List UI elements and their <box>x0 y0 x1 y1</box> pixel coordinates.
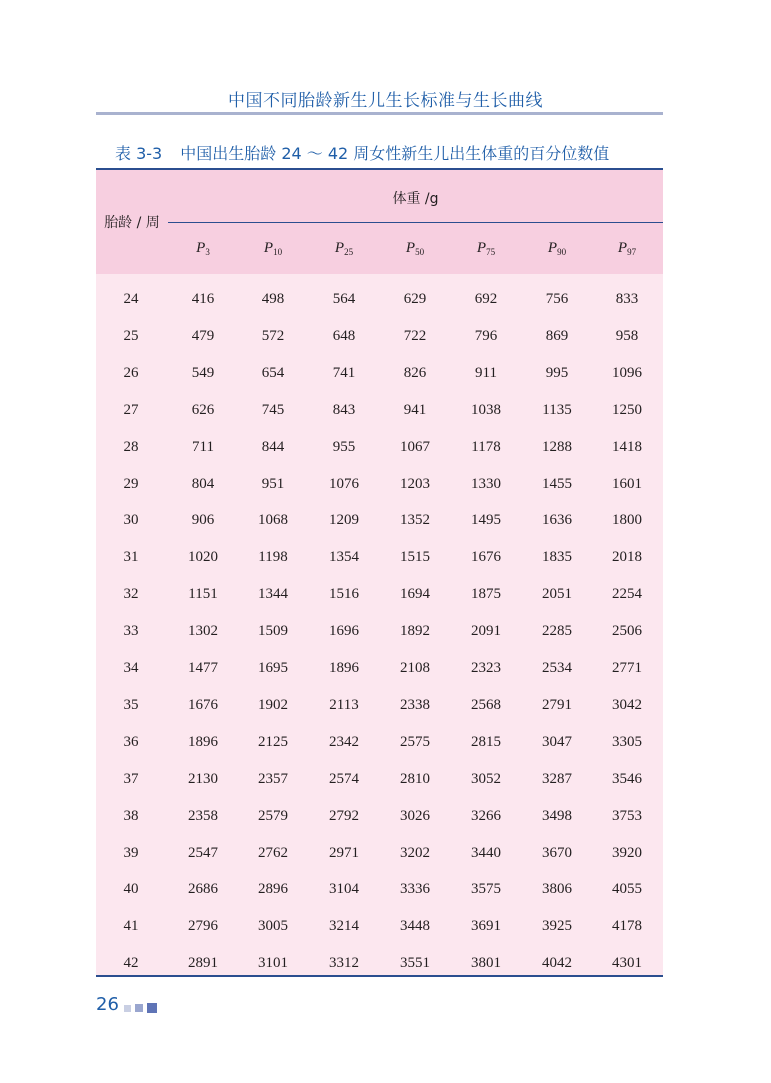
weight-cell: 1694 <box>400 586 430 603</box>
table-row <box>96 356 663 393</box>
gestational-age-cell: 30 <box>123 512 139 529</box>
table-body <box>96 274 663 977</box>
table-row <box>96 909 663 946</box>
weight-cell: 1835 <box>542 549 572 566</box>
table-row <box>96 282 663 319</box>
percentile-header: $P_3$ <box>196 240 210 257</box>
weight-cell: 1250 <box>612 401 642 418</box>
table-title: 中国出生胎龄 24 ～ 42 周女性新生儿出生体重的百分位数值 <box>180 144 610 163</box>
weight-cell: 1135 <box>542 401 572 418</box>
gestational-age-cell: 27 <box>123 401 139 418</box>
weight-cell: 2018 <box>612 549 642 566</box>
weight-cell: 1896 <box>188 733 218 750</box>
weight-cell: 1875 <box>471 586 501 603</box>
table-row <box>96 725 663 762</box>
weight-cell: 3551 <box>400 955 430 972</box>
table-row <box>96 614 663 651</box>
weight-cell: 1800 <box>612 512 642 529</box>
weight-cell: 4055 <box>612 881 642 898</box>
weight-cell: 2575 <box>400 733 430 750</box>
weight-cell: 3005 <box>258 918 288 935</box>
weight-cell: 3305 <box>612 733 642 750</box>
weight-cell: 1354 <box>329 549 359 566</box>
weight-cell: 2130 <box>188 770 218 787</box>
weight-cell: 3440 <box>471 844 501 861</box>
gestational-age-cell: 34 <box>123 660 139 676</box>
gestational-age-cell: 41 <box>123 918 139 935</box>
weight-cell: 3753 <box>612 807 642 824</box>
weight-cell: 2547 <box>188 844 218 861</box>
weight-cell: 3042 <box>612 696 642 713</box>
weight-cell: 833 <box>615 291 639 307</box>
table-row <box>96 836 663 873</box>
weight-cell: 2342 <box>329 733 359 750</box>
weight-cell: 3266 <box>471 807 501 824</box>
weight-cell: 629 <box>403 291 427 307</box>
weight-cell: 2254 <box>612 586 642 603</box>
weight-cell: 1068 <box>258 512 288 529</box>
weight-cell: 416 <box>191 291 215 307</box>
weight-cell: 804 <box>191 475 215 492</box>
weight-cell: 1455 <box>542 475 572 492</box>
table-header <box>96 168 663 274</box>
weight-cell: 654 <box>261 364 285 381</box>
weight-cell: 951 <box>261 475 285 492</box>
gestational-age-cell: 42 <box>123 955 139 972</box>
weight-cell: 722 <box>403 327 427 344</box>
weight-cell: 2896 <box>258 881 288 898</box>
weight-cell: 1495 <box>471 512 501 529</box>
percentile-header: $P_{75}$ <box>476 240 496 257</box>
weight-cell: 2762 <box>258 844 288 861</box>
weight-cell: 3047 <box>542 733 572 750</box>
running-head-rule <box>96 112 663 115</box>
weight-cell: 1676 <box>188 696 218 713</box>
weight-cell: 995 <box>545 364 569 381</box>
percentile-header: $P_{50}$ <box>405 240 425 257</box>
footer-square-medium <box>135 1004 143 1012</box>
table-row <box>96 762 663 799</box>
table-row <box>96 467 663 504</box>
weight-cell: 1067 <box>400 438 430 455</box>
weight-cell: 1601 <box>612 475 642 492</box>
weight-cell: 2579 <box>258 807 288 824</box>
weight-cell: 2108 <box>400 660 430 676</box>
gestational-age-cell: 25 <box>123 327 139 344</box>
weight-cell: 2091 <box>471 623 501 640</box>
weight-cell: 3052 <box>471 770 501 787</box>
weight-cell: 2125 <box>258 733 288 750</box>
weight-cell: 2113 <box>329 696 359 713</box>
weight-cell: 869 <box>545 327 569 344</box>
weight-cell: 572 <box>261 327 285 344</box>
weight-cell: 1302 <box>188 623 218 640</box>
weight-cell: 3312 <box>329 955 359 972</box>
table-caption <box>115 141 675 164</box>
weight-cell: 843 <box>332 401 356 418</box>
weight-cell: 3691 <box>471 918 501 935</box>
weight-cell: 3920 <box>612 844 642 861</box>
weight-cell: 3026 <box>400 807 430 824</box>
weight-cell: 2051 <box>542 586 572 603</box>
weight-cell: 1636 <box>542 512 572 529</box>
weight-cell: 2971 <box>329 844 359 861</box>
weight-cell: 911 <box>475 364 497 381</box>
weight-cell: 3202 <box>400 844 430 861</box>
percentile-header: $P_{25}$ <box>334 240 354 257</box>
weight-cell: 796 <box>474 327 498 344</box>
weight-cell: 826 <box>403 364 427 381</box>
table-row <box>96 430 663 467</box>
weight-cell: 756 <box>545 291 569 307</box>
weight-cell: 3104 <box>329 881 359 898</box>
weight-cell: 1076 <box>329 475 359 492</box>
weight-cell: 3498 <box>542 807 572 824</box>
table-row <box>96 319 663 356</box>
weight-cell: 3925 <box>542 918 572 935</box>
weight-cell: 844 <box>261 438 285 455</box>
percentile-header: $P_{97}$ <box>617 240 637 257</box>
table-row <box>96 540 663 577</box>
weight-cell: 1288 <box>542 438 572 455</box>
weight-cell: 3801 <box>471 955 501 972</box>
weight-cell: 479 <box>191 327 215 344</box>
percentile-table <box>96 168 663 977</box>
weight-cell: 1418 <box>612 438 642 455</box>
weight-cell: 564 <box>332 291 356 307</box>
weight-cell: 1676 <box>471 549 501 566</box>
weight-cell: 3101 <box>258 955 288 972</box>
gestational-age-cell: 35 <box>123 696 139 713</box>
gestational-age-header: 胎龄 / 周 <box>104 215 160 231</box>
weight-cell: 2357 <box>258 770 288 787</box>
weight-cell: 1203 <box>400 475 430 492</box>
weight-cell: 1020 <box>188 549 218 566</box>
weight-cell: 1695 <box>258 660 288 676</box>
table-row <box>96 393 663 430</box>
table-row <box>96 872 663 909</box>
weight-cell: 3806 <box>542 881 572 898</box>
weight-cell: 1509 <box>258 623 288 640</box>
table-row <box>96 651 663 688</box>
weight-cell: 958 <box>615 327 639 344</box>
table-number: 表 3-3 <box>115 144 163 163</box>
weight-cell: 3336 <box>400 881 430 898</box>
weight-cell: 2792 <box>329 807 359 824</box>
weight-cell: 3575 <box>471 881 501 898</box>
weight-cell: 2534 <box>542 660 572 676</box>
weight-cell: 1209 <box>329 512 359 529</box>
page-number: 26 <box>96 994 119 1015</box>
weight-cell: 2568 <box>471 696 501 713</box>
weight-cell: 1178 <box>471 438 501 455</box>
gestational-age-cell: 40 <box>123 881 139 898</box>
weight-cell: 2574 <box>329 770 359 787</box>
footer-square-light <box>124 1005 131 1012</box>
weight-cell: 2338 <box>400 696 430 713</box>
gestational-age-cell: 29 <box>123 475 139 492</box>
weight-cell: 1038 <box>471 401 501 418</box>
weight-cell: 2810 <box>400 770 430 787</box>
weight-group-header: 体重 /g <box>392 191 439 207</box>
footer-square-dark <box>147 1003 157 1013</box>
weight-cell: 1896 <box>329 660 359 676</box>
weight-cell: 955 <box>332 438 356 455</box>
weight-cell: 2285 <box>542 623 572 640</box>
weight-cell: 626 <box>191 401 215 418</box>
gestational-age-cell: 31 <box>123 549 139 566</box>
weight-cell: 4178 <box>612 918 642 935</box>
weight-cell: 745 <box>261 401 285 418</box>
weight-cell: 711 <box>192 438 214 455</box>
running-head: 中国不同胎龄新生儿生长标准与生长曲线 <box>228 91 543 111</box>
gestational-age-cell: 38 <box>123 807 139 824</box>
weight-cell: 741 <box>332 364 356 381</box>
table-row <box>96 688 663 725</box>
weight-cell: 3546 <box>612 770 642 787</box>
weight-cell: 2815 <box>471 733 501 750</box>
weight-cell: 1330 <box>471 475 501 492</box>
weight-cell: 2506 <box>612 623 642 640</box>
weight-cell: 3448 <box>400 918 430 935</box>
weight-cell: 1151 <box>188 586 218 603</box>
gestational-age-cell: 26 <box>123 364 139 381</box>
weight-cell: 2323 <box>471 660 501 676</box>
weight-cell: 1477 <box>188 660 218 676</box>
weight-cell: 1892 <box>400 623 430 640</box>
gestational-age-cell: 28 <box>123 438 139 455</box>
gestational-age-cell: 36 <box>123 733 139 750</box>
weight-cell: 1344 <box>258 586 288 603</box>
weight-cell: 498 <box>261 291 285 307</box>
weight-cell: 2686 <box>188 881 218 898</box>
weight-cell: 906 <box>191 512 215 529</box>
weight-cell: 1198 <box>258 549 288 566</box>
weight-cell: 1516 <box>329 586 359 603</box>
gestational-age-cell: 32 <box>123 586 139 603</box>
gestational-age-cell: 39 <box>123 844 139 861</box>
weight-cell: 2771 <box>612 660 642 676</box>
weight-cell: 1696 <box>329 623 359 640</box>
table-row <box>96 799 663 836</box>
gestational-age-cell: 24 <box>123 291 139 307</box>
gestational-age-cell: 33 <box>123 623 139 640</box>
header-rule <box>168 222 663 223</box>
weight-cell: 3287 <box>542 770 572 787</box>
weight-cell: 648 <box>332 327 356 344</box>
weight-cell: 2791 <box>542 696 572 713</box>
percentile-header: $P_{10}$ <box>263 240 283 257</box>
weight-cell: 4301 <box>612 955 642 972</box>
weight-cell: 2358 <box>188 807 218 824</box>
weight-cell: 1515 <box>400 549 430 566</box>
weight-cell: 2796 <box>188 918 218 935</box>
weight-cell: 2891 <box>188 955 218 972</box>
weight-cell: 3214 <box>329 918 359 935</box>
weight-cell: 1902 <box>258 696 288 713</box>
percentile-header: $P_{90}$ <box>547 240 567 257</box>
gestational-age-cell: 37 <box>123 770 139 787</box>
weight-cell: 692 <box>474 291 498 307</box>
weight-cell: 3670 <box>542 844 572 861</box>
table-row <box>96 503 663 540</box>
table-row <box>96 577 663 614</box>
weight-cell: 941 <box>403 401 427 418</box>
weight-cell: 4042 <box>542 955 572 972</box>
table-row <box>96 946 663 983</box>
weight-cell: 549 <box>191 364 215 381</box>
weight-cell: 1096 <box>612 364 642 381</box>
weight-cell: 1352 <box>400 512 430 529</box>
